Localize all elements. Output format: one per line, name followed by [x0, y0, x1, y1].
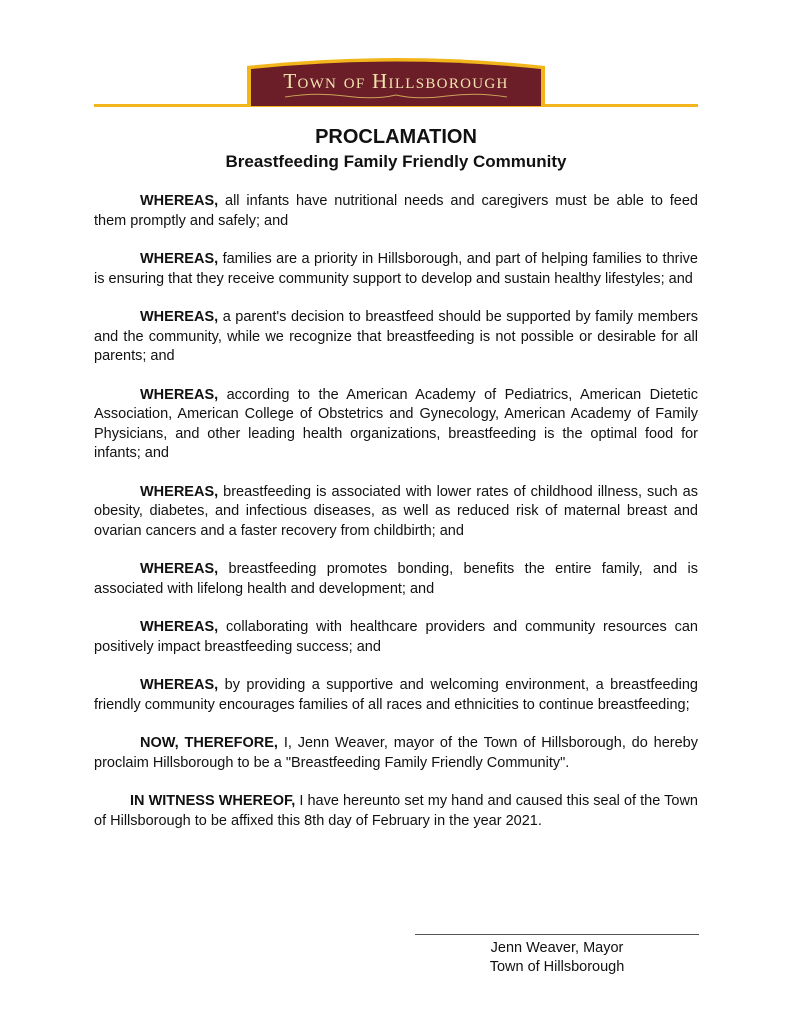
whereas-paragraph [94, 560, 698, 599]
now-therefore-paragraph [94, 734, 698, 773]
paragraph-keyword: WHEREAS, [140, 251, 219, 267]
paragraph-keyword: NOW, THEREFORE, [140, 735, 278, 751]
document-title: PROCLAMATION [315, 126, 477, 148]
paragraph-text: a parent's decision to breastfeed should be supported by family members and the community, while we recognize that breastfeeding is not possible or desirable for all parents; and [94, 309, 698, 364]
witness-paragraph [94, 792, 698, 831]
paragraph-text: breastfeeding is associated with lower rates of childhood illness, such as obesity, diabetes, and infectious diseases, as well as reduced risk of maternal breast and ovarian cancers and a faster recovery from childbirth; and [94, 483, 698, 539]
paragraph-text: by providing a supportive and welcoming environment, a breastfeeding friendly community encourages families of all races and ethnicities to continue breastfeeding; [94, 677, 698, 713]
town-logo-banner [245, 56, 547, 108]
paragraph-keyword: WHEREAS, [140, 309, 219, 325]
whereas-paragraph [94, 308, 698, 367]
paragraph-text: all infants have nutritional needs and caregivers must be able to feed them promptly and safely; and [94, 193, 698, 229]
paragraph-text: breastfeeding promotes bonding, benefits the entire family, and is associated with lifelong health and development; and [94, 561, 698, 597]
paragraph-keyword: WHEREAS, [140, 193, 219, 209]
paragraph-keyword: WHEREAS, [140, 386, 219, 403]
signature-line [415, 934, 699, 935]
signatory-title: Town of Hillsborough [489, 959, 625, 975]
whereas-paragraph [94, 618, 698, 657]
paragraph-keyword: IN WITNESS WHEREOF, [130, 793, 296, 809]
paragraph-text: I, Jenn Weaver, mayor of the Town of Hillsborough, do hereby proclaim Hillsborough to be a "Breastfeeding Family Friendly Community". [94, 735, 698, 771]
paragraph-text: families are a priority in Hillsborough, and part of helping families to thrive is ensuring that they receive community support to develop and sustain healthy lifestyles; and [94, 251, 698, 287]
paragraph-text: according to the American Academy of Pediatrics, American Dietetic Association, American College of Obstetrics and Gynecology, American Academy of Family Physicians, and other leading health organizations, breastfeeding is the optimal food for infants; and [94, 386, 698, 461]
whereas-paragraph [94, 386, 698, 464]
paragraph-keyword: WHEREAS, [140, 677, 219, 693]
paragraph-keyword: WHEREAS, [140, 483, 219, 500]
document-subtitle: Breastfeeding Family Friendly Community [225, 152, 567, 171]
paragraph-text: collaborating with healthcare providers and community resources can positively impact breastfeeding success; and [94, 619, 698, 655]
paragraph-keyword: WHEREAS, [140, 561, 219, 577]
logo-text: Town of Hillsborough [283, 69, 509, 93]
paragraph-keyword: WHEREAS, [140, 619, 219, 635]
whereas-paragraph [94, 483, 698, 542]
proclamation-body [94, 192, 698, 850]
whereas-paragraph [94, 250, 698, 289]
paragraph-text: I have hereunto set my hand and caused this seal of the Town of Hillsborough to be affixed this 8th day of February in the year 2021. [94, 793, 698, 829]
whereas-paragraph [94, 676, 698, 715]
signatory-name: Jenn Weaver, Mayor [490, 940, 624, 956]
whereas-paragraph [94, 192, 698, 231]
